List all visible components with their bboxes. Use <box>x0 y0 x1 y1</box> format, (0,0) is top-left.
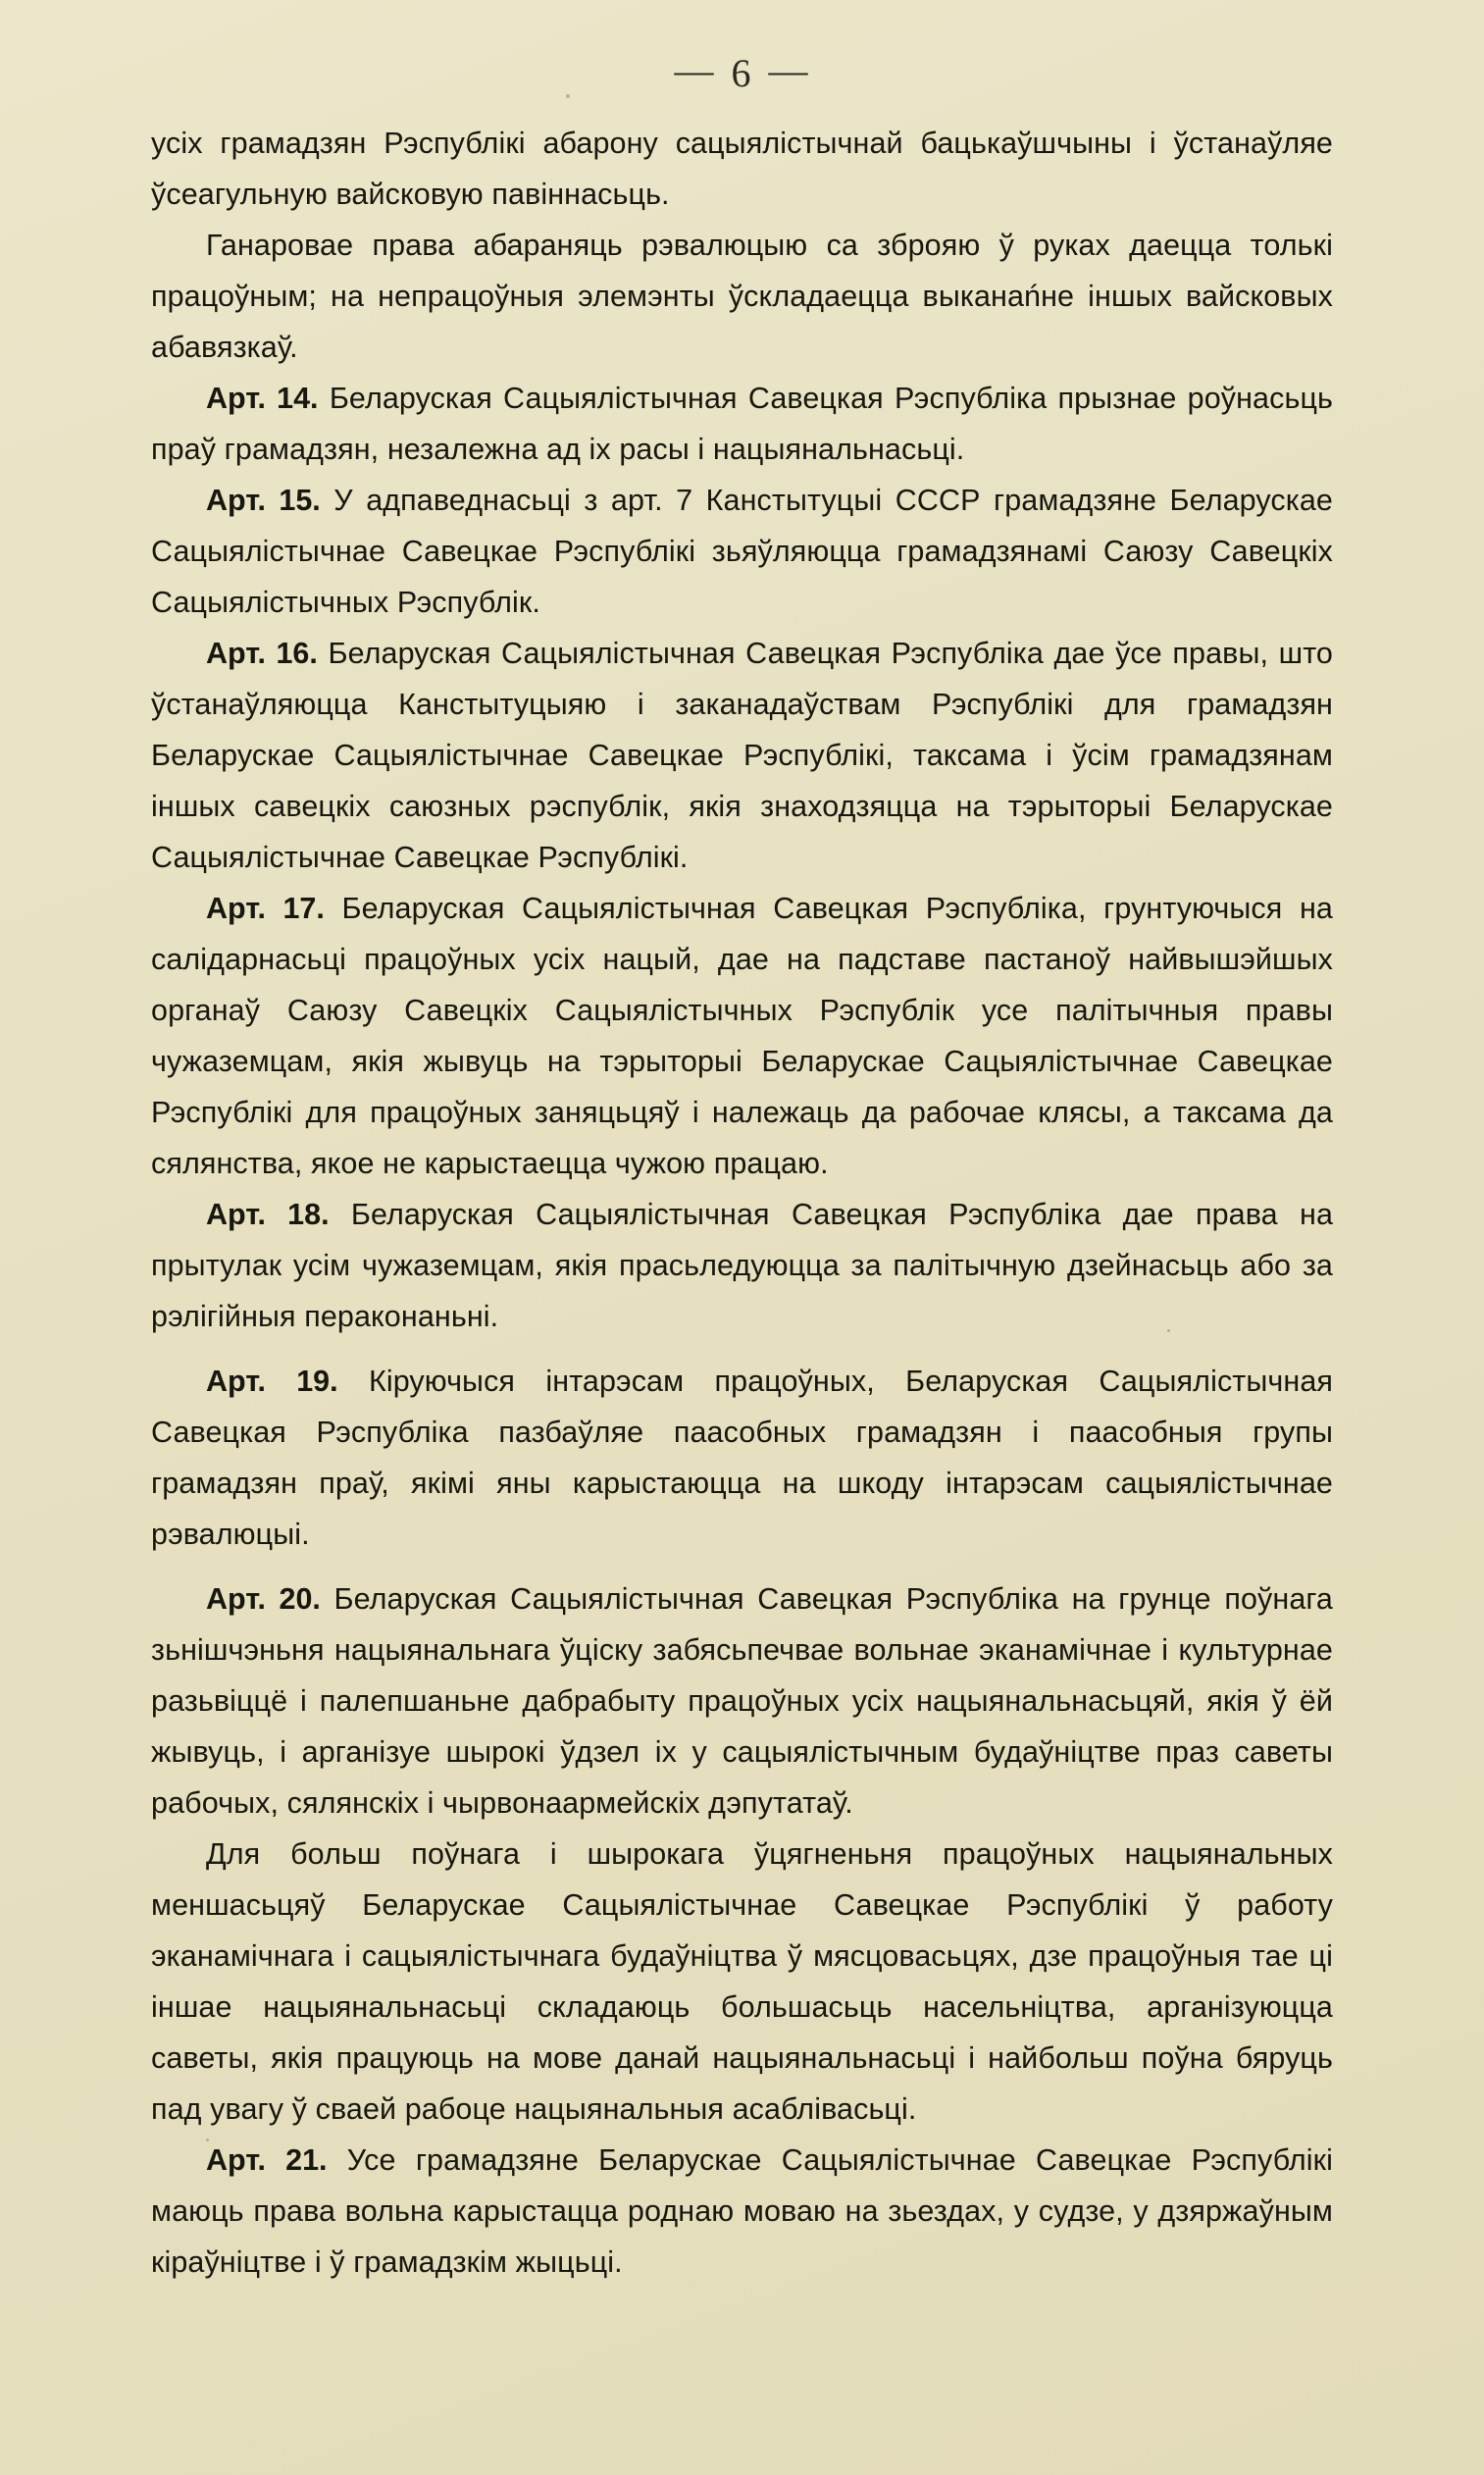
article-label: Арт. 21. <box>206 2143 328 2177</box>
article-17 <box>151 883 1333 1189</box>
article-label: Арт. 19. <box>206 1365 338 1398</box>
article-21 <box>151 2135 1333 2288</box>
page-number-value: 6 <box>731 51 753 95</box>
paragraph-text: Для больш поўнага і шырокага ўцягненьня працоўных нацыянальных меншасьцяў Беларускае Сацыялістычнае Савецкае Рэспублікі ў работу эканамічнага і сацыялістычнага будаўніцтва ў мясцовасьцях, дзе працоўныя тае ці іншае нацыянальнасьці складаюць большасьць насельніцтва, арганізуюцца саветы, якія працуюць на мове данай нацыянальнасьці і найбольш поўна бяруць пад увагу ў сваей рабоце нацыянальныя асаблівасьці. <box>151 1837 1333 2126</box>
paragraph-text: Кіруючыся інтарэсам працоўных, Беларуская Сацыялістычная Савецкая Рэспубліка пазбаўляе паасобных грамадзян і паасобныя групы грамадзян праў, якімі яны карыстаюцца на шкоду інтарэсам сацыялістычнае рэвалюцыі. <box>151 1365 1333 1551</box>
page-number <box>0 0 1484 118</box>
paragraph-text: Ганаровае права абараняць рэвалюцыю са зброяю ў руках даецца толькі працоўным; на непрацоўныя элемэнты ўскладаецца выканańне іншых вайсковых абавязкаў. <box>151 229 1333 364</box>
document-body <box>151 118 1333 2288</box>
article-20 <box>151 1573 1333 1829</box>
paragraph-text: Усе грамадзяне Беларускае Сацыялістычнае Савецкае Рэспублікі маюць права вольна карыстацца роднаю моваю на зьездах, у судзе, у дзяржаўным кіраўніцтве і ў грамадзкім жыцьці. <box>151 2143 1333 2279</box>
page-number-dash-left: — <box>674 48 716 92</box>
paragraph-text: усіх грамадзян Рэспублікі абарону сацыялістычнай бацькаўшчыны і ўстанаўляе ўсеагульную вайсковую павіннасьць. <box>151 127 1333 211</box>
paragraph-continuation <box>151 118 1333 220</box>
paragraph-text: Беларуская Сацыялістычная Савецкая Рэспубліка дае ўсе правы, што ўстанаўляюцца Канстытуцыяю і заканадаўствам Рэспублікі для грамадзян Беларускае Сацыялістычнае Савецкае Рэспублікі, таксама і ўсім грамадзянам іншых савецкіх саюзных рэспублік, якія знаходзяцца на тэрыторыі Беларускае Сацыялістычнае Савецкае Рэспублікі. <box>151 637 1333 874</box>
paragraph-honorary-right <box>151 220 1333 373</box>
paragraph-text: Беларуская Сацыялістычная Савецкая Рэспубліка дае права на прытулак усім чужаземцам, якія прасьледуюцца за палітычную дзейнасьць або за рэлігійныя пераконаньні. <box>151 1198 1334 1333</box>
page-number-dash-right: — <box>768 48 810 92</box>
paragraph-text: У адпаведнасьці з арт. 7 Канстытуцыі СССР грамадзяне Беларускае Сацыялістычнае Савецкае Рэспублікі зьяўляюцца грамадзянамі Саюзу Савецкіх Сацыялістычных Рэспублік. <box>151 484 1333 619</box>
article-label: Арт. 17. <box>206 892 325 925</box>
article-label: Арт. 20. <box>206 1582 321 1616</box>
paragraph-text: Беларуская Сацыялістычная Савецкая Рэспубліка, грунтуючыся на салідарнасьці працоўных усіх нацый, дае на падставе пастаноў найвышэйшых органаў Саюзу Савецкіх Сацыялістычных Рэспублік усе палітычныя правы чужаземцам, якія жывуць на тэрыторыі Беларускае Сацыялістычнае Савецкае Рэспублікі для працоўных заняцьцяў і належаць да рабочае клясы, а таксама да сялянства, якое не карыстаецца чужою працаю. <box>151 892 1333 1180</box>
article-label: Арт. 14. <box>206 382 319 415</box>
article-15 <box>151 475 1333 628</box>
article-16 <box>151 628 1333 883</box>
article-18 <box>151 1189 1333 1342</box>
article-label: Арт. 15. <box>206 484 321 517</box>
paragraph-text: Беларуская Сацыялістычная Савецкая Рэспубліка на грунце поўнага зьнішчэньня нацыянальнага ўціску забясьпечвае вольнае эканамічнае і культурнае разьвіццё і палепшаньне дабрабыту працоўных усіх нацыянальнасьцяй, якія ў ёй жывуць, і арганізуе шырокі ўдзел іх у сацыялістычным будаўніцтве праз саветы рабочых, сялянскіх і чырвонаармейскіх дэпутатаў. <box>151 1582 1333 1820</box>
paragraph-minorities <box>151 1829 1333 2135</box>
article-label: Арт. 18. <box>206 1198 330 1231</box>
article-label: Арт. 16. <box>206 637 318 670</box>
article-19 <box>151 1356 1333 1560</box>
article-14 <box>151 373 1333 475</box>
paragraph-text: Беларуская Сацыялістычная Савецкая Рэспубліка прызнае роўнасьць праў грамадзян, незалежна ад іх расы і нацыянальнасьці. <box>151 382 1334 466</box>
